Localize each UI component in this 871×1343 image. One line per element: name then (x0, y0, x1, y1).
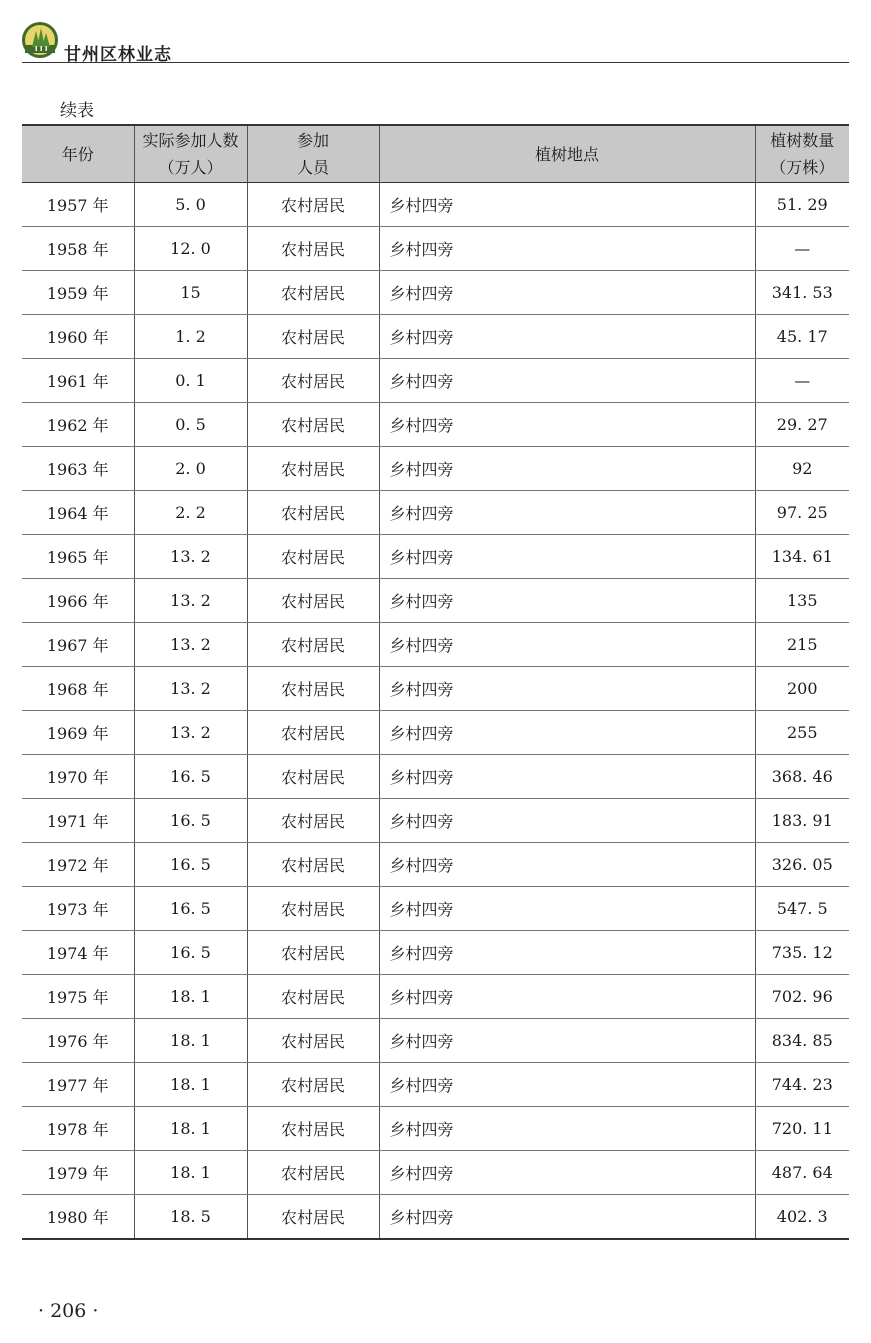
table-row (22, 711, 849, 755)
cell-year: 1977 年 (22, 1063, 134, 1107)
cell-participants: 5. 0 (134, 183, 247, 227)
cell-count: 255 (755, 711, 849, 755)
cell-role: 农村居民 (247, 359, 379, 403)
cell-participants: 18. 5 (134, 1195, 247, 1240)
cell-count: 744. 23 (755, 1063, 849, 1107)
cell-place: 乡村四旁 (379, 447, 755, 491)
cell-year: 1971 年 (22, 799, 134, 843)
cell-place: 乡村四旁 (379, 535, 755, 579)
cell-year: 1959 年 (22, 271, 134, 315)
cell-participants: 16. 5 (134, 799, 247, 843)
header-place-label: 植树地点 (534, 144, 599, 164)
cell-count: 487. 64 (755, 1151, 849, 1195)
cell-participants: 16. 5 (134, 755, 247, 799)
table-row (22, 403, 849, 447)
cell-year: 1960 年 (22, 315, 134, 359)
cell-count: 215 (755, 623, 849, 667)
header-count-line2: （万株） (770, 158, 835, 177)
header-role-line2: 人员 (296, 158, 329, 177)
cell-participants: 0. 1 (134, 359, 247, 403)
cell-year: 1978 年 (22, 1107, 134, 1151)
table-row (22, 975, 849, 1019)
table-row (22, 1063, 849, 1107)
cell-count: 735. 12 (755, 931, 849, 975)
cell-participants: 18. 1 (134, 975, 247, 1019)
cell-place: 乡村四旁 (379, 491, 755, 535)
cell-count: 183. 91 (755, 799, 849, 843)
cell-role: 农村居民 (247, 975, 379, 1019)
cell-count: 45. 17 (755, 315, 849, 359)
table-row (22, 271, 849, 315)
header-place (379, 125, 755, 183)
cell-place: 乡村四旁 (379, 403, 755, 447)
cell-role: 农村居民 (247, 887, 379, 931)
cell-count: 97. 25 (755, 491, 849, 535)
cell-participants: 13. 2 (134, 711, 247, 755)
cell-role: 农村居民 (247, 315, 379, 359)
book-title: 甘州区林业志 (64, 45, 172, 65)
table-row (22, 1195, 849, 1240)
cell-place: 乡村四旁 (379, 359, 755, 403)
header-count-line1: 植树数量 (770, 131, 835, 150)
table-row (22, 359, 849, 403)
cell-role: 农村居民 (247, 799, 379, 843)
cell-place: 乡村四旁 (379, 315, 755, 359)
table-row (22, 887, 849, 931)
cell-count: — (755, 227, 849, 271)
cell-year: 1976 年 (22, 1019, 134, 1063)
cell-role: 农村居民 (247, 711, 379, 755)
forest-logo-icon (22, 22, 58, 58)
cell-count: 200 (755, 667, 849, 711)
header-participants (134, 125, 247, 183)
cell-participants: 13. 2 (134, 535, 247, 579)
cell-participants: 18. 1 (134, 1107, 247, 1151)
cell-place: 乡村四旁 (379, 667, 755, 711)
page-header (22, 22, 849, 63)
cell-count: 720. 11 (755, 1107, 849, 1151)
cell-role: 农村居民 (247, 931, 379, 975)
cell-participants: 12. 0 (134, 227, 247, 271)
cell-place: 乡村四旁 (379, 1063, 755, 1107)
header-participants-line1: 实际参加人数 (142, 131, 239, 150)
cell-participants: 2. 0 (134, 447, 247, 491)
cell-place: 乡村四旁 (379, 1107, 755, 1151)
cell-place: 乡村四旁 (379, 623, 755, 667)
cell-year: 1969 年 (22, 711, 134, 755)
cell-count: 834. 85 (755, 1019, 849, 1063)
table-row (22, 183, 849, 227)
cell-role: 农村居民 (247, 447, 379, 491)
table-caption: 续表 (60, 101, 94, 121)
cell-place: 乡村四旁 (379, 711, 755, 755)
cell-place: 乡村四旁 (379, 1151, 755, 1195)
table-row (22, 1151, 849, 1195)
cell-place: 乡村四旁 (379, 931, 755, 975)
cell-count: 135 (755, 579, 849, 623)
cell-participants: 13. 2 (134, 667, 247, 711)
cell-role: 农村居民 (247, 271, 379, 315)
cell-year: 1980 年 (22, 1195, 134, 1240)
cell-role: 农村居民 (247, 491, 379, 535)
cell-year: 1972 年 (22, 843, 134, 887)
cell-year: 1958 年 (22, 227, 134, 271)
cell-year: 1965 年 (22, 535, 134, 579)
header-year-label: 年份 (61, 144, 94, 164)
cell-count: — (755, 359, 849, 403)
cell-count: 92 (755, 447, 849, 491)
table-header-row (22, 125, 849, 183)
cell-year: 1964 年 (22, 491, 134, 535)
cell-role: 农村居民 (247, 579, 379, 623)
cell-place: 乡村四旁 (379, 843, 755, 887)
cell-role: 农村居民 (247, 1019, 379, 1063)
cell-role: 农村居民 (247, 535, 379, 579)
cell-place: 乡村四旁 (379, 799, 755, 843)
cell-participants: 13. 2 (134, 623, 247, 667)
cell-place: 乡村四旁 (379, 1195, 755, 1240)
page-number: · 206 · (38, 1300, 99, 1322)
table-row (22, 667, 849, 711)
cell-year: 1967 年 (22, 623, 134, 667)
table-row (22, 535, 849, 579)
cell-role: 农村居民 (247, 227, 379, 271)
cell-year: 1963 年 (22, 447, 134, 491)
cell-year: 1974 年 (22, 931, 134, 975)
cell-year: 1966 年 (22, 579, 134, 623)
header-participants-line2: （万人） (158, 158, 223, 177)
cell-participants: 16. 5 (134, 843, 247, 887)
header-role-line1: 参加 (296, 131, 329, 150)
table-row (22, 1019, 849, 1063)
cell-count: 702. 96 (755, 975, 849, 1019)
cell-participants: 18. 1 (134, 1019, 247, 1063)
cell-place: 乡村四旁 (379, 227, 755, 271)
cell-participants: 13. 2 (134, 579, 247, 623)
table-row (22, 931, 849, 975)
table-row (22, 447, 849, 491)
cell-role: 农村居民 (247, 623, 379, 667)
cell-year: 1957 年 (22, 183, 134, 227)
cell-place: 乡村四旁 (379, 183, 755, 227)
cell-year: 1973 年 (22, 887, 134, 931)
table-row (22, 579, 849, 623)
cell-count: 51. 29 (755, 183, 849, 227)
cell-count: 134. 61 (755, 535, 849, 579)
cell-count: 402. 3 (755, 1195, 849, 1240)
cell-role: 农村居民 (247, 403, 379, 447)
cell-role: 农村居民 (247, 183, 379, 227)
cell-place: 乡村四旁 (379, 271, 755, 315)
table-row (22, 491, 849, 535)
cell-year: 1975 年 (22, 975, 134, 1019)
cell-place: 乡村四旁 (379, 579, 755, 623)
cell-year: 1961 年 (22, 359, 134, 403)
cell-participants: 0. 5 (134, 403, 247, 447)
table-row (22, 843, 849, 887)
header-year (22, 125, 134, 183)
cell-role: 农村居民 (247, 843, 379, 887)
cell-participants: 18. 1 (134, 1063, 247, 1107)
cell-year: 1968 年 (22, 667, 134, 711)
cell-place: 乡村四旁 (379, 975, 755, 1019)
table-row (22, 799, 849, 843)
cell-place: 乡村四旁 (379, 755, 755, 799)
cell-place: 乡村四旁 (379, 887, 755, 931)
cell-year: 1962 年 (22, 403, 134, 447)
tree-planting-table (22, 124, 849, 1240)
cell-place: 乡村四旁 (379, 1019, 755, 1063)
cell-count: 341. 53 (755, 271, 849, 315)
cell-role: 农村居民 (247, 1107, 379, 1151)
cell-year: 1979 年 (22, 1151, 134, 1195)
cell-count: 547. 5 (755, 887, 849, 931)
table-row (22, 315, 849, 359)
table-row (22, 1107, 849, 1151)
cell-count: 326. 05 (755, 843, 849, 887)
cell-role: 农村居民 (247, 1151, 379, 1195)
table-row (22, 623, 849, 667)
table-row (22, 755, 849, 799)
table-row (22, 227, 849, 271)
cell-role: 农村居民 (247, 755, 379, 799)
cell-role: 农村居民 (247, 667, 379, 711)
header-role (247, 125, 379, 183)
cell-count: 368. 46 (755, 755, 849, 799)
cell-participants: 18. 1 (134, 1151, 247, 1195)
cell-year: 1970 年 (22, 755, 134, 799)
cell-role: 农村居民 (247, 1195, 379, 1240)
cell-participants: 16. 5 (134, 931, 247, 975)
cell-count: 29. 27 (755, 403, 849, 447)
cell-role: 农村居民 (247, 1063, 379, 1107)
cell-participants: 2. 2 (134, 491, 247, 535)
cell-participants: 1. 2 (134, 315, 247, 359)
header-count (755, 125, 849, 183)
cell-participants: 16. 5 (134, 887, 247, 931)
cell-participants: 15 (134, 271, 247, 315)
